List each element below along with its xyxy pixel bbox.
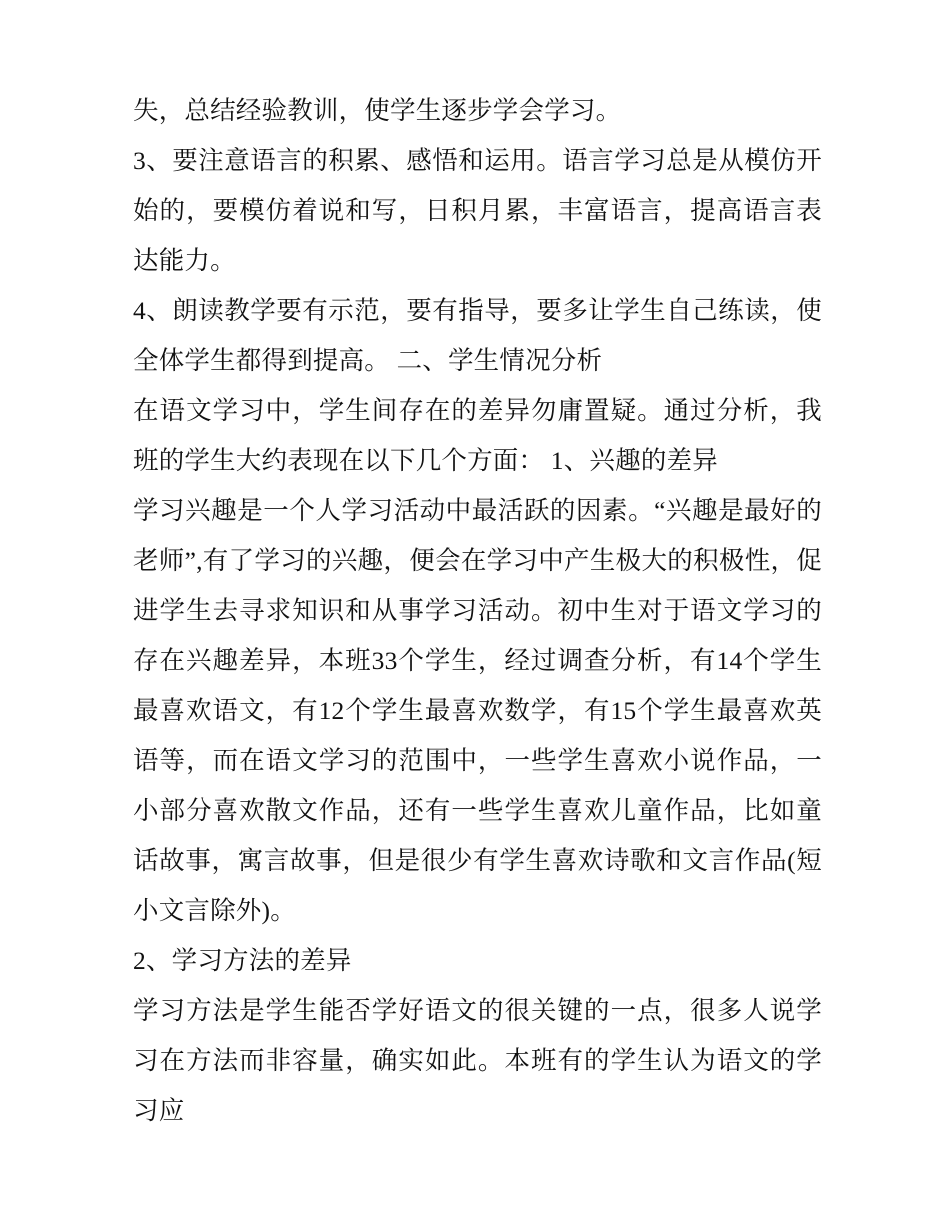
paragraph: 4、朗读教学要有示范，要有指导，要多让学生自己练读，使全体学生都得到提高。 二、学生情况分析 <box>133 296 822 375</box>
paragraph: 2、学习方法的差异 <box>133 946 352 975</box>
paragraph: 3、要注意语言的积累、感悟和运用。语言学习总是从模仿开始的，要模仿着说和写，日积月累，丰富语言，提高语言表达能力。 <box>133 146 822 275</box>
document-text-body <box>133 86 822 1136</box>
paragraph: 在语文学习中，学生间存在的差异勿庸置疑。通过分析，我班的学生大约表现在以下几个方面： 1、兴趣的差异 <box>133 396 822 475</box>
paragraph: 失，总结经验教训，使学生逐步学会学习。 <box>133 96 622 125</box>
paragraph: 学习方法是学生能否学好语文的很关键的一点，很多人说学习在方法而非容量，确实如此。本班有的学生认为语文的学习应 <box>133 996 822 1125</box>
paragraph: 学习兴趣是一个人学习活动中最活跃的因素。“兴趣是最好的老师”,有了学习的兴趣，便会在学习中产生极大的积极性，促进学生去寻求知识和从事学习活动。初中生对于语文学习的存在兴趣差异，本班33个学生，经过调查分析，有14个学生最喜欢语文，有12个学生最喜欢数学，有15个学生最喜欢英语等，而在语文学习的范围中，一些学生喜欢小说作品，一小部分喜欢散文作品，还有一些学生喜欢儿童作品，比如童话故事，寓言故事，但是很少有学生喜欢诗歌和文言作品(短小文言除外)。 <box>133 496 822 925</box>
